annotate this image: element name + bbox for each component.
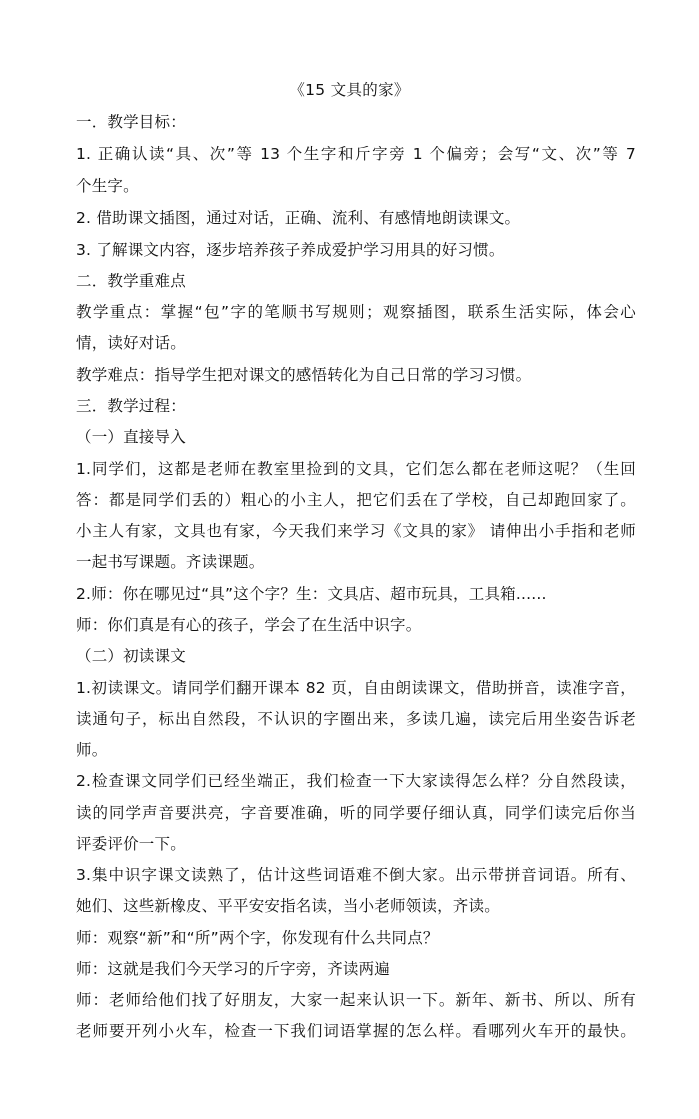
section-heading-objectives: 一．教学目标： [76, 113, 186, 131]
paragraph-line: 教学难点：指导学生把对课文的感悟转化为自己日常的学习习惯。 [76, 366, 532, 384]
paragraph-line: 1. 正确认读“具、次”等 13 个生字和斤字旁 1 个偏旁；会写“文、次”等 7 [76, 145, 636, 163]
paragraph-line: 读的同学声音要洪亮，字音要准确，听的同学要仔细认真，同学们读完后你当 [76, 804, 636, 822]
paragraph-line: 一起书写课题。齐读课题。 [76, 553, 265, 571]
section-heading-key-points: 二．教学重难点 [76, 272, 186, 290]
subsection-heading-first-reading: （二）初读课文 [76, 647, 186, 665]
paragraph-line: 评委评价一下。 [76, 835, 186, 853]
paragraph-line: 老师要开列小火车，检查一下我们词语掌握的怎么样。看哪列火车开的最快。 [76, 1022, 636, 1040]
paragraph-line: 3. 了解课文内容，逐步培养孩子养成爱护学习用具的好习惯。 [76, 241, 505, 259]
section-heading-process: 三．教学过程： [76, 397, 186, 415]
document-title: 《15 文具的家》 [289, 81, 410, 99]
paragraph-line: 2. 借助课文插图，通过对话，正确、流利、有感情地朗读课文。 [76, 209, 521, 227]
paragraph-line: 1.同学们，这都是老师在教室里捡到的文具，它们怎么都在老师这呢？（生回 [76, 460, 636, 478]
paragraph-line: 情，读好对话。 [76, 334, 186, 352]
paragraph-line: 师：观察“新”和“所”两个字，你发现有什么共同点？ [76, 929, 439, 947]
paragraph-line: 她们、这些新橡皮、平平安安指名读，当小老师领读，齐读。 [76, 897, 500, 915]
paragraph-line: 3.集中识字课文读熟了，估计这些词语难不倒大家。出示带拼音词语。所有、 [76, 866, 636, 884]
paragraph-line: 1.初读课文。请同学们翻开课本 82 页，自由朗读课文，借助拼音，读准字音， [76, 679, 636, 697]
paragraph-line: 个生字。 [76, 177, 139, 195]
paragraph-line: 2.检查课文同学们已经坐端正，我们检查一下大家读得怎么样？分自然段读， [76, 772, 636, 790]
paragraph-line: 读通句子，标出自然段，不认识的字圈出来，多读几遍，读完后用坐姿告诉老 [76, 710, 636, 728]
paragraph-line: 师。 [76, 741, 108, 759]
paragraph-line: 师：老师给他们找了好朋友，大家一起来认识一下。新年、新书、所以、所有 [76, 991, 636, 1009]
paragraph-line: 师：这就是我们今天学习的斤字旁，齐读两遍 [76, 960, 391, 978]
paragraph-line: 2.师：你在哪见过“具”这个字？生：文具店、超市玩具，工具箱...... [76, 585, 547, 603]
paragraph-line: 教学重点：掌握“包”字的笔顺书写规则；观察插图，联系生活实际，体会心 [76, 303, 636, 321]
paragraph-line: 答：都是同学们丢的）粗心的小主人，把它们丢在了学校，自己却跑回家了。 [76, 491, 636, 509]
subsection-heading-intro: （一）直接导入 [76, 428, 186, 446]
paragraph-line: 小主人有家，文具也有家，今天我们来学习《文具的家》 请伸出小手指和老师 [76, 522, 636, 540]
paragraph-line: 师：你们真是有心的孩子，学会了在生活中识字。 [76, 616, 422, 634]
